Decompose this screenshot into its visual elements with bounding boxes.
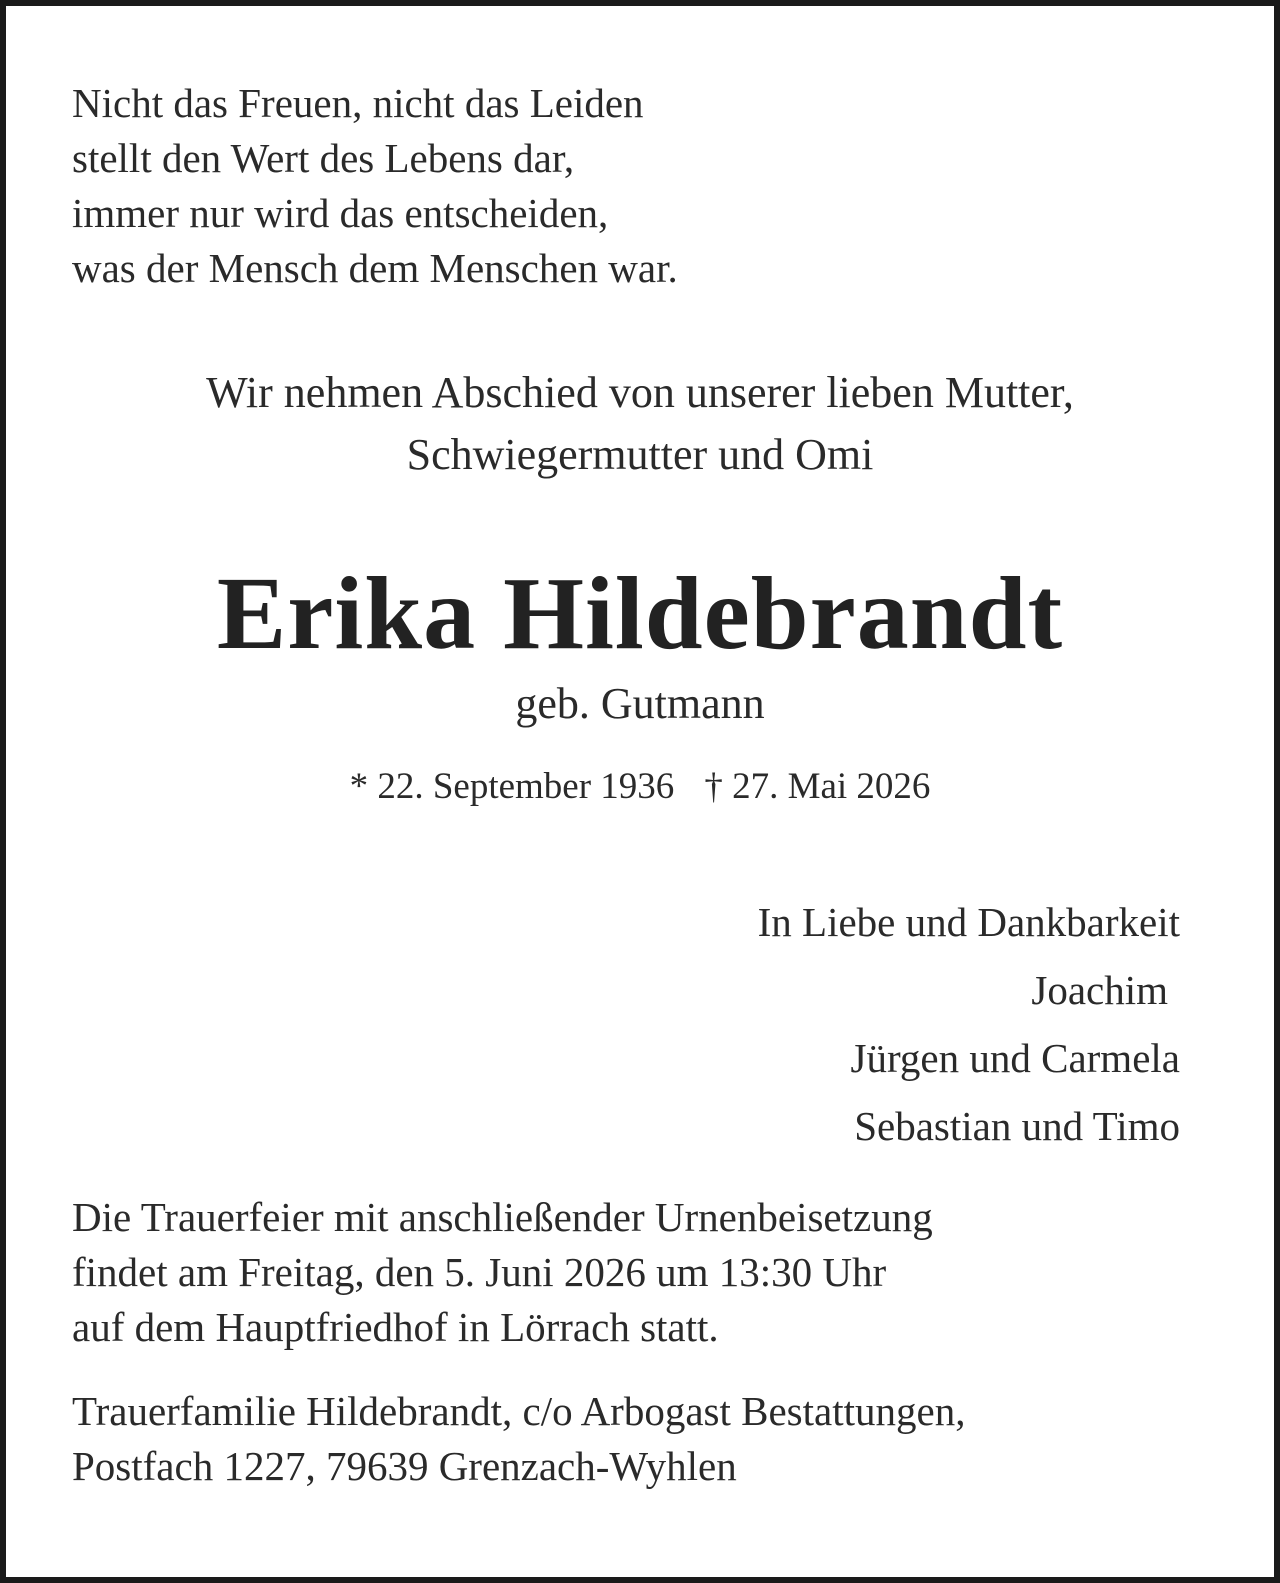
birth-date: * 22. September 1936 xyxy=(349,766,675,807)
signature-name: Sebastian und Timo xyxy=(854,1103,1180,1149)
signatures xyxy=(758,888,1180,1160)
poem-line: stellt den Wert des Lebens dar, xyxy=(72,135,575,181)
ceremony-line: auf dem Hauptfriedhof in Lörrach statt. xyxy=(72,1304,719,1350)
signature-name: Joachim xyxy=(1031,967,1168,1013)
poem-line: was der Mensch dem Menschen war. xyxy=(72,245,678,291)
life-dates xyxy=(6,762,1274,812)
deceased-name: Erika Hildebrandt xyxy=(216,556,1064,671)
address-line: Trauerfamilie Hildebrandt, c/o Arbogast Bestattungen, xyxy=(72,1388,966,1434)
ceremony-line: findet am Freitag, den 5. Juni 2026 um 13:30 Uhr xyxy=(72,1249,887,1295)
farewell-statement xyxy=(6,362,1274,486)
ceremony-info xyxy=(72,1190,933,1355)
maiden-name: geb. Gutmann xyxy=(515,679,765,728)
signature-intro: In Liebe und Dankbarkeit xyxy=(757,899,1180,945)
poem-line: immer nur wird das entscheiden, xyxy=(72,190,609,236)
farewell-line: Schwiegermutter und Omi xyxy=(406,430,874,479)
address-line: Postfach 1227, 79639 Grenzach-Wyhlen xyxy=(72,1443,737,1489)
family-address xyxy=(72,1384,965,1494)
death-date: † 27. Mai 2026 xyxy=(704,766,931,807)
poem xyxy=(72,76,678,296)
farewell-line: Wir nehmen Abschied von unserer lieben Mutter, xyxy=(206,368,1074,417)
ceremony-line: Die Trauerfeier mit anschließender Urnenbeisetzung xyxy=(72,1194,933,1240)
signature-name: Jürgen und Carmela xyxy=(850,1035,1180,1081)
poem-line: Nicht das Freuen, nicht das Leiden xyxy=(72,80,644,126)
